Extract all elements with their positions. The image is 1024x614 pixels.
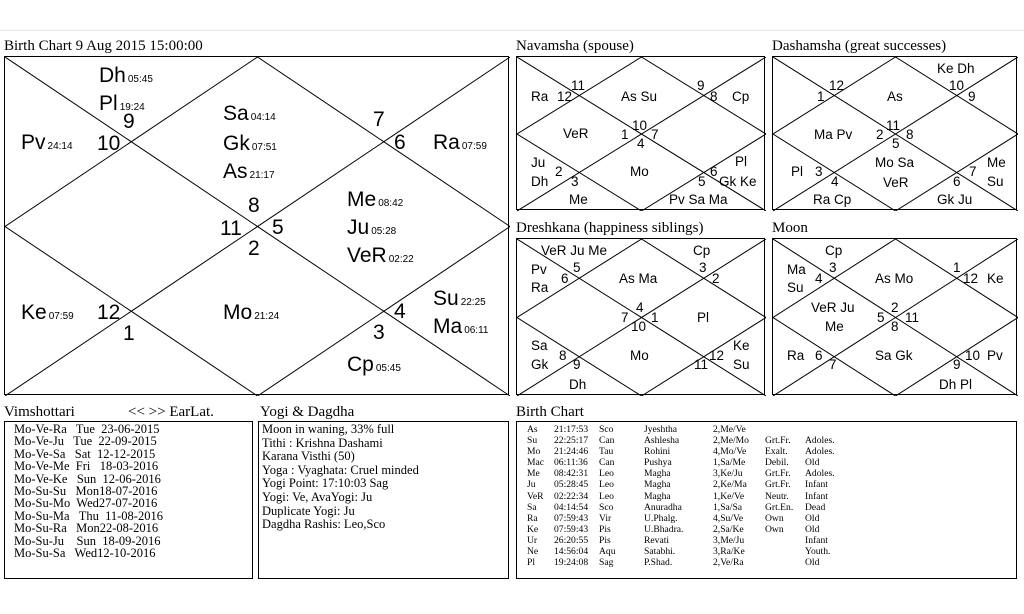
chart-label: Mo <box>630 164 649 179</box>
house-number: 1 <box>123 322 135 345</box>
planet-table <box>516 421 1017 579</box>
cell-longitude: 21:24:46 <box>554 446 589 458</box>
chart-label: Ma <box>787 262 806 277</box>
cell-planet: Mac <box>527 457 545 469</box>
cell-sign: Pis <box>599 534 611 546</box>
cell-dignity: Exalt. <box>765 446 788 458</box>
house-number: 6 <box>394 131 406 154</box>
chart-label: Mo Sa <box>875 155 915 170</box>
chart-label: 1 <box>621 127 629 142</box>
chart-label: 4 <box>637 136 645 151</box>
cell-sign: Can <box>599 435 615 447</box>
yogi-title: Yogi & Dagdha <box>260 404 355 420</box>
cell-avastha: Old <box>805 557 820 569</box>
chart-label: Sa <box>531 338 548 353</box>
planet-row[interactable] <box>517 513 1016 524</box>
yogi-line: Tithi : Krishna Dashami <box>262 435 383 450</box>
cell-dignity: Debil. <box>765 457 789 469</box>
dasha-row[interactable]: Mo-Su-Su Mon18-07-2016 <box>14 484 158 499</box>
chart-label: Cp <box>732 89 750 104</box>
house-number: 2 <box>248 237 260 260</box>
cell-nakshatra: Ashlesha <box>644 435 680 447</box>
cell-nakshatra: Revati <box>644 534 670 546</box>
planet-label: VeR 02:22 <box>347 244 414 267</box>
chart-grid <box>773 239 1018 396</box>
cell-dignity: Grt.Fr. <box>765 468 791 480</box>
cell-pada-lord: 3,Me/Ju <box>713 534 745 546</box>
chart-label: Ma Pv <box>814 127 853 142</box>
cell-avastha: Old <box>805 523 820 535</box>
chart-label: 11 <box>694 357 709 372</box>
cell-dignity: Own <box>765 523 784 535</box>
cell-dignity: Grt.Fr. <box>765 435 791 447</box>
chart-label: Su <box>733 357 750 372</box>
chart-label: 4 <box>636 300 644 315</box>
chart-label: 9 <box>968 89 976 104</box>
cell-planet: Me <box>527 468 540 480</box>
cell-pada-lord: 1,Ke/Ve <box>713 490 745 502</box>
navamsha-title: Navamsha (spouse) <box>516 38 634 54</box>
chart-label: 6 <box>561 271 569 286</box>
cell-pada-lord: 1,Sa/Me <box>713 457 746 469</box>
chart-label: As Mo <box>875 271 914 286</box>
chart-label: 12 <box>963 271 979 286</box>
chart-label: Ke <box>733 338 750 353</box>
cell-sign: Tau <box>599 446 614 458</box>
chart-label: Ra <box>531 89 549 104</box>
chart-label: 12 <box>829 78 845 93</box>
chart-label: Dh <box>569 377 587 392</box>
chart-label: Ra <box>787 348 805 363</box>
cell-planet: Ne <box>527 546 539 558</box>
moon-chart[interactable] <box>772 238 1017 395</box>
chart-label: 7 <box>829 357 837 372</box>
dasha-row[interactable]: Mo-Su-Mo Wed27-07-2016 <box>14 496 158 511</box>
chart-label: 7 <box>969 164 977 179</box>
vimshottari-title: Vimshottari <box>4 404 75 420</box>
cell-planet: Ur <box>527 534 538 546</box>
cell-sign: Aqu <box>599 546 616 558</box>
chart-label: 2 <box>876 127 884 142</box>
chart-label: 3 <box>699 260 707 275</box>
planet-row[interactable] <box>517 468 1016 479</box>
cell-avastha: Old <box>805 457 820 469</box>
planet-row[interactable] <box>517 424 1016 435</box>
chart-label: 5 <box>877 310 885 325</box>
cell-nakshatra: Magha <box>644 479 671 491</box>
chart-label: As Ma <box>619 271 658 286</box>
cell-sign: Leo <box>599 479 614 491</box>
cell-longitude: 04:14:54 <box>554 501 589 513</box>
cell-pada-lord: 2,Ve/Ra <box>713 557 744 569</box>
dasha-row[interactable]: Mo-Ve-Ra Tue 23-06-2015 <box>14 422 160 436</box>
chart-label: 10 <box>949 78 965 93</box>
chart-label: Dh <box>531 174 549 189</box>
cell-nakshatra: P.Shad. <box>644 557 673 569</box>
chart-label: 3 <box>815 164 823 179</box>
chart-label: Pl <box>791 164 804 179</box>
yogi-line: Duplicate Yogi: Ju <box>262 503 355 518</box>
planet-label: Ra 07:59 <box>433 131 487 154</box>
chart-label: 4 <box>815 271 823 286</box>
chart-label: Gk Ju <box>937 192 973 207</box>
chart-label: Ke Dh <box>937 61 975 76</box>
house-number: 5 <box>272 216 284 239</box>
chart-label: Ra <box>531 280 549 295</box>
planet-label: Su 22:25 <box>433 287 486 310</box>
chart-label: 12 <box>709 348 725 363</box>
cell-avastha: Infant <box>805 490 828 502</box>
chart-label: Ke <box>987 271 1004 286</box>
chart-label: 3 <box>829 260 837 275</box>
cell-avastha: Adoles. <box>805 446 835 458</box>
planet-label: Ke 07:59 <box>21 301 74 324</box>
cell-planet: Pl <box>527 557 536 569</box>
chart-label: VeR Ju <box>811 300 855 315</box>
cell-planet: VeR <box>527 490 544 502</box>
chart-label: Pl <box>697 310 710 325</box>
cell-dignity: Grt.En. <box>765 501 794 513</box>
chart-label: Pl <box>735 154 748 169</box>
house-number: 9 <box>123 110 135 133</box>
cell-sign: Can <box>599 457 615 469</box>
dasha-row[interactable]: Mo-Su-Ju Sun 18-09-2016 <box>14 533 161 548</box>
chart-label: 2 <box>555 164 563 179</box>
house-number: 4 <box>394 300 406 323</box>
cell-sign: Leo <box>599 468 614 480</box>
chart-label: Me <box>825 319 844 334</box>
cell-pada-lord: 2,Sa/Ke <box>713 523 744 535</box>
cell-dignity: Neutr. <box>765 490 789 502</box>
cell-avastha: Youth. <box>805 546 831 558</box>
planet-row[interactable] <box>517 557 1016 568</box>
chart-label: Su <box>987 174 1004 189</box>
chart-label: 2 <box>712 271 720 286</box>
chart-label: 8 <box>710 89 718 104</box>
chart-label: 8 <box>906 127 914 142</box>
chart-label: Gk <box>531 357 549 372</box>
chart-label: 6 <box>710 164 718 179</box>
dasha-row[interactable]: Mo-Ve-Ju Tue 22-09-2015 <box>14 434 157 449</box>
house-number: 8 <box>248 194 260 217</box>
cell-nakshatra: U.Bhadra. <box>644 523 684 535</box>
chart-label: 2 <box>891 300 899 315</box>
dasha-row[interactable]: Mo-Ve-Ke Sun 12-06-2016 <box>14 471 161 486</box>
cell-pada-lord: 4,Su/Ve <box>713 512 744 524</box>
chart-label: 4 <box>831 174 839 189</box>
chart-label: 9 <box>697 78 705 93</box>
planet-row[interactable] <box>517 546 1016 557</box>
cell-pada-lord: 3,Ra/Ke <box>713 546 745 558</box>
cell-pada-lord: 2,Me/Ve <box>713 424 746 435</box>
top-divider <box>0 30 1024 31</box>
planet-row[interactable] <box>517 502 1016 513</box>
planet-label: Sa 04:14 <box>223 102 276 125</box>
cell-avastha: Old <box>805 512 820 524</box>
planet-label: Pv 24:14 <box>21 131 73 154</box>
planet-row[interactable] <box>517 535 1016 546</box>
chart-label: Pv <box>531 262 547 277</box>
cell-longitude: 08:42:31 <box>554 468 589 480</box>
cell-planet: Ra <box>527 512 538 524</box>
cell-nakshatra: Rohini <box>644 446 671 458</box>
chart-label: Mo <box>630 348 649 363</box>
cell-longitude: 14:56:04 <box>554 546 589 558</box>
chart-label: Sa Gk <box>875 348 913 363</box>
cell-longitude: 07:59:43 <box>554 512 589 524</box>
cell-pada-lord: 4,Mo/Ve <box>713 446 747 458</box>
cell-longitude: 06:11:36 <box>554 457 588 469</box>
cell-sign: Vir <box>599 512 612 524</box>
cell-longitude: 22:25:17 <box>554 435 589 447</box>
chart-label: Me <box>987 155 1006 170</box>
cell-longitude: 19:24:08 <box>554 557 589 569</box>
chart-label: Gk Ke <box>719 174 757 189</box>
cell-longitude: 07:59:43 <box>554 523 589 535</box>
chart-label: 10 <box>631 319 647 334</box>
chart-label: 3 <box>571 174 579 189</box>
dasha-row[interactable]: Mo-Su-Ra Mon22-08-2016 <box>14 521 159 536</box>
house-number: 11 <box>220 217 242 240</box>
dashamsha-chart[interactable] <box>772 56 1017 210</box>
cell-nakshatra: Magha <box>644 490 671 502</box>
planet-row[interactable] <box>517 446 1016 457</box>
chart-label: 10 <box>965 348 981 363</box>
planet-label: Ju 05:28 <box>347 216 397 239</box>
cell-planet: Ju <box>527 479 536 491</box>
planet-row[interactable] <box>517 524 1016 535</box>
dasha-row[interactable]: Mo-Ve-Sa Sat 12-12-2015 <box>14 446 156 461</box>
cell-planet: Mo <box>527 446 541 458</box>
chart-grid <box>517 239 766 396</box>
cell-nakshatra: Anuradha <box>644 501 682 513</box>
cell-planet: Su <box>527 435 538 447</box>
planet-label: Gk 07:51 <box>223 132 277 155</box>
house-number: 7 <box>373 108 385 131</box>
chart-label: 6 <box>815 348 823 363</box>
cell-avastha: Infant <box>805 479 828 491</box>
vimshottari-list[interactable] <box>4 421 253 579</box>
dashamsha-title: Dashamsha (great successes) <box>772 38 947 54</box>
yogi-line: Moon in waning, 33% full <box>262 422 395 436</box>
birth-chart-main[interactable] <box>4 56 509 395</box>
cell-planet: Ke <box>527 523 539 535</box>
chart-label: 8 <box>559 348 567 363</box>
yogi-line: Dagdha Rashis: Leo,Sco <box>262 517 386 532</box>
chart-label: 1 <box>953 260 961 275</box>
planet-row[interactable] <box>517 479 1016 490</box>
chart-label: VeR <box>883 175 909 190</box>
cell-planet: As <box>527 424 538 435</box>
cell-dignity: Own <box>765 512 784 524</box>
cell-sign: Sco <box>599 424 614 435</box>
cell-longitude: 02:22:34 <box>554 490 589 502</box>
cell-sign: Sco <box>599 501 614 513</box>
planet-row[interactable] <box>517 491 1016 502</box>
chart-label: VeR Ju Me <box>541 243 608 258</box>
vimshottari-nav-controls[interactable]: << >> EarLat. <box>128 404 214 420</box>
house-number: 10 <box>97 132 121 155</box>
planet-row[interactable] <box>517 457 1016 468</box>
dreshkana-chart[interactable] <box>516 238 765 395</box>
chart-label: 1 <box>651 310 659 325</box>
cell-nakshatra: Pushya <box>644 457 672 469</box>
chart-label: Dh Pl <box>939 377 973 392</box>
yogi-line: Yoga : Vyaghata: Cruel minded <box>262 462 419 477</box>
planet-label: Ma 06:11 <box>433 315 489 338</box>
chart-label: 6 <box>953 174 961 189</box>
cell-pada-lord: 2,Me/Mo <box>713 435 749 447</box>
planet-label: Pl 19:24 <box>99 92 145 115</box>
yogi-line: Yogi Point: 17:10:03 Sag <box>262 476 389 491</box>
dreshkana-title: Dreshkana (happiness siblings) <box>516 220 704 236</box>
planet-label: Me 08:42 <box>347 188 404 211</box>
cell-nakshatra: Jyeshtha <box>644 424 678 435</box>
chart-label: Cp <box>693 243 711 258</box>
planet-label: Cp 05:45 <box>347 353 401 376</box>
dasha-row[interactable]: Mo-Ve-Me Fri 18-03-2016 <box>14 459 159 474</box>
cell-longitude: 21:17:53 <box>554 424 589 435</box>
chart-label: 11 <box>886 118 901 133</box>
chart-label: 7 <box>621 310 629 325</box>
planet-label: Dh 05:45 <box>99 64 153 87</box>
planet-table-body <box>517 424 1016 568</box>
chart-label: Cp <box>825 243 843 258</box>
chart-label: Pv Sa Ma <box>669 192 728 207</box>
planet-table-title: Birth Chart <box>516 404 584 420</box>
yogi-line: Karana Visthi (50) <box>262 449 355 464</box>
chart-label: Me <box>569 192 588 207</box>
planet-label: As 21:17 <box>223 160 275 183</box>
yogi-panel <box>258 421 509 579</box>
chart-label: As <box>887 89 903 104</box>
cell-longitude: 05:28:45 <box>554 479 589 491</box>
cell-sign: Leo <box>599 490 614 502</box>
house-number: 3 <box>373 321 385 344</box>
chart-label: Pv <box>987 348 1003 363</box>
chart-label: 5 <box>698 174 706 189</box>
chart-label: 10 <box>632 118 648 133</box>
chart-label: 12 <box>557 89 573 104</box>
cell-pada-lord: 3,Ke/Ju <box>713 468 743 480</box>
chart-label: 7 <box>651 127 659 142</box>
chart-label: 11 <box>571 78 586 93</box>
yogi-line: Yogi: Ve, AvaYogi: Ju <box>262 489 373 504</box>
cell-dignity: Grt.Fr. <box>765 479 791 491</box>
cell-avastha: Dead <box>805 501 826 513</box>
planet-row[interactable] <box>517 435 1016 446</box>
cell-longitude: 26:20:55 <box>554 534 589 546</box>
chart-label: 8 <box>891 319 899 334</box>
cell-nakshatra: Magha <box>644 468 671 480</box>
cell-nakshatra: Satabhi. <box>644 546 676 558</box>
cell-sign: Sag <box>599 557 614 569</box>
cell-pada-lord: 1,Sa/Sa <box>713 501 743 513</box>
chart-label: VeR <box>563 126 589 141</box>
navamsha-chart[interactable] <box>516 56 765 210</box>
chart-label: 5 <box>573 260 581 275</box>
moon-title: Moon <box>772 220 808 236</box>
cell-avastha: Infant <box>805 534 828 546</box>
cell-avastha: Adoles. <box>805 468 835 480</box>
cell-planet: Sa <box>527 501 537 513</box>
cell-pada-lord: 2,Ke/Ma <box>713 479 747 491</box>
chart-label: As Su <box>621 89 658 104</box>
chart-label: 9 <box>953 357 961 372</box>
dasha-row[interactable]: Mo-Su-Ma Thu 11-08-2016 <box>14 508 163 523</box>
chart-label: 1 <box>817 89 825 104</box>
chart-label: 9 <box>573 357 581 372</box>
chart-label: Su <box>787 280 804 295</box>
dasha-row[interactable]: Mo-Su-Sa Wed12-10-2016 <box>14 546 156 561</box>
cell-nakshatra: U.Phalg. <box>644 512 678 524</box>
chart-label: 5 <box>892 136 900 151</box>
planet-label: Mo 21:24 <box>223 301 280 324</box>
cell-sign: Pis <box>599 523 611 535</box>
chart-label: Ra Cp <box>813 192 852 207</box>
birth-chart-title: Birth Chart 9 Aug 2015 15:00:00 <box>4 38 203 54</box>
chart-label: Ju <box>531 155 546 170</box>
house-number: 12 <box>97 301 121 324</box>
cell-avastha: Adoles. <box>805 435 835 447</box>
chart-label: 11 <box>905 310 920 325</box>
